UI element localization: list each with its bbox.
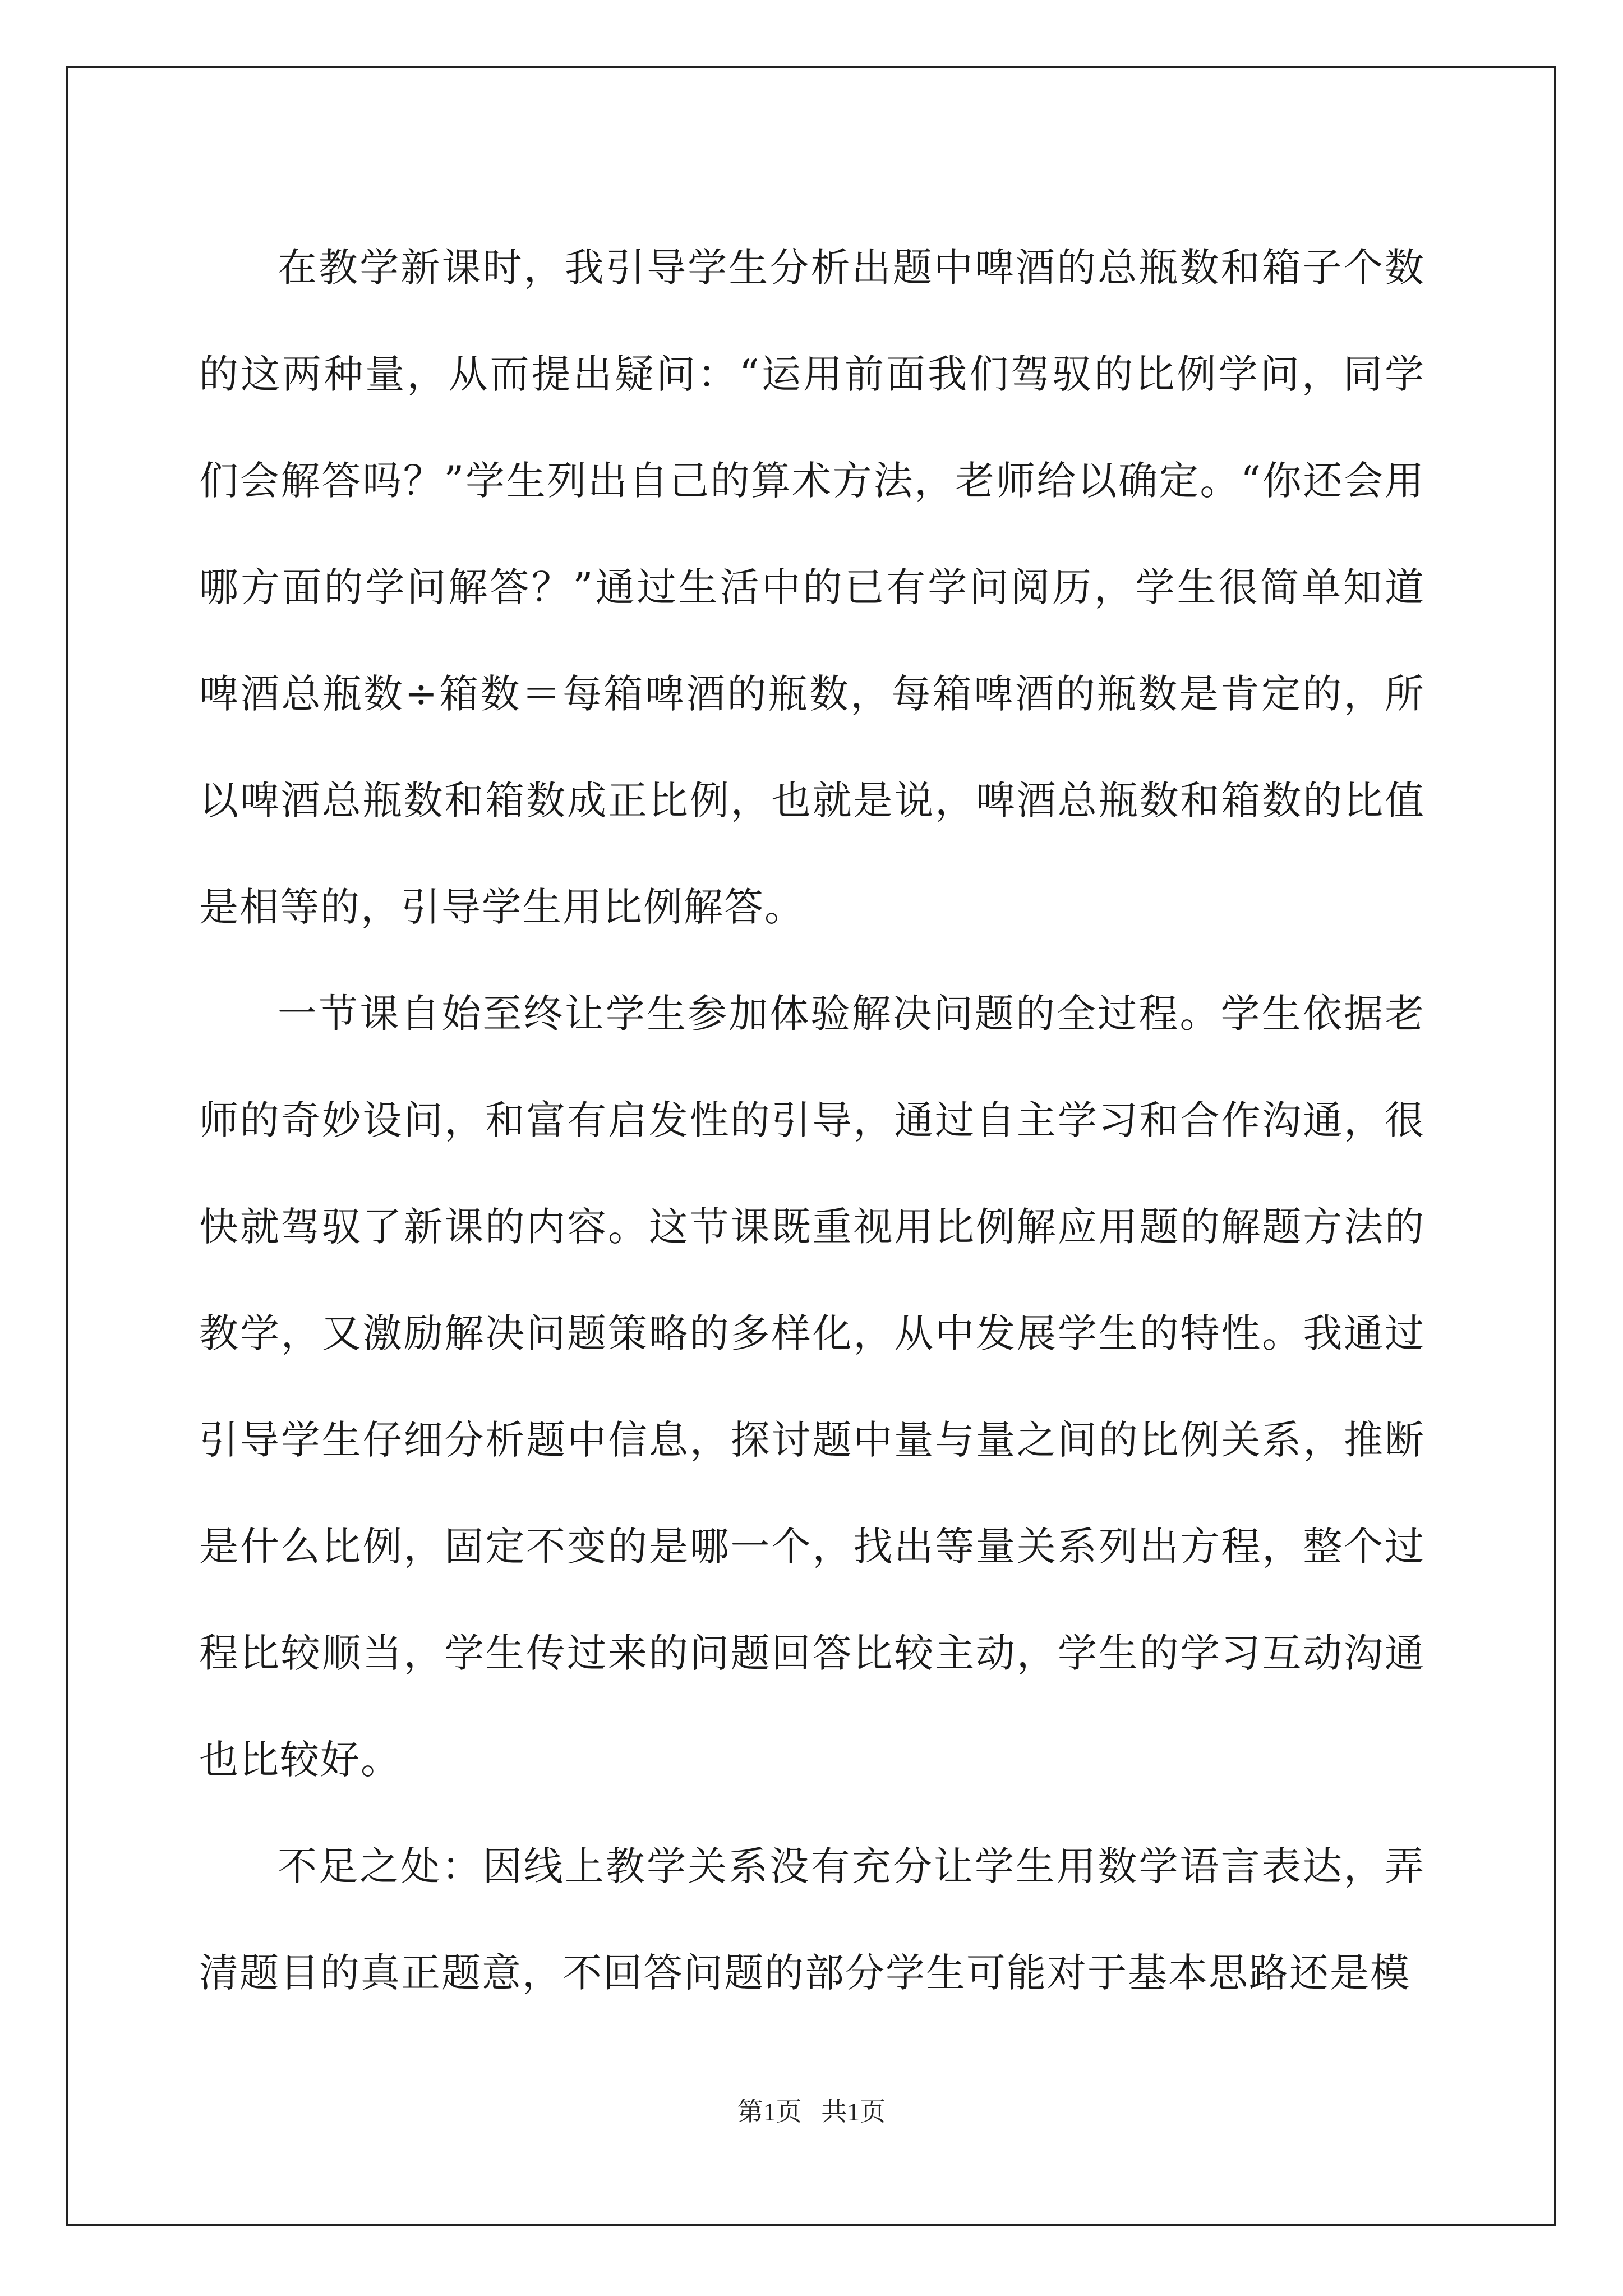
paragraph-3: 不足之处：因线上教学关系没有充分让学生用数学语言表达，弄清题目的真正题意，不回答问题的部分学生可能对于基本思路还是模: [199, 1843, 1425, 1996]
document-body: [199, 214, 1425, 2026]
paragraph-1: 在教学新课时，我引导学生分析出题中啤酒的总瓶数和箱子个数的这两种量，从而提出疑问：“运用前面我们驾驭的比例学问，同学们会解答吗？”学生列出自己的算术方法，老师给以确定。“你还会用哪方面的学问解答？”通过生活中的已有学问阅历，学生很简单知道啤酒总瓶数÷箱数＝每箱啤酒的瓶数，每箱啤酒的瓶数是肯定的，所以啤酒总瓶数和箱数成正比例，也就是说，啤酒总瓶数和箱数的比值是相等的，引导学生用比例解答。: [199, 245, 1425, 930]
page-footer: 第1页 共1页: [737, 2097, 886, 2126]
paragraph-2: 一节课自始至终让学生参加体验解决问题的全过程。学生依据老师的奇妙设问，和富有启发性的引导，通过自主学习和合作沟通，很快就驾驭了新课的内容。这节课既重视用比例解应用题的解题方法的教学，又激励解决问题策略的多样化，从中发展学生的特性。我通过引导学生仔细分析题中信息，探讨题中量与量之间的比例关系，推断是什么比例，固定不变的是哪一个，找出等量关系列出方程，整个过程比较顺当，学生传过来的问题回答比较主动，学生的学习互动沟通也比较好。: [199, 991, 1425, 1783]
